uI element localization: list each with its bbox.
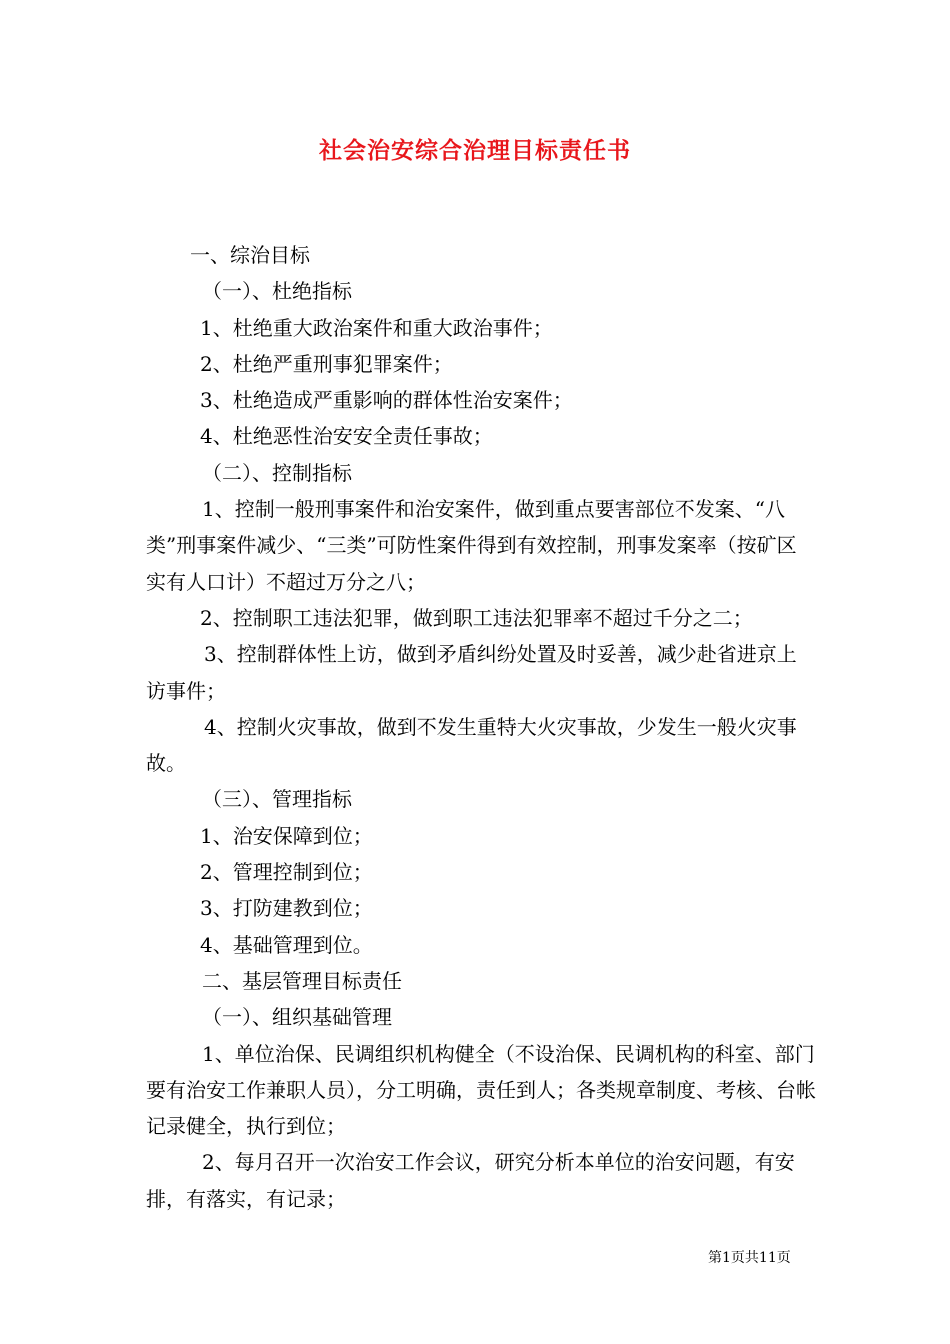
subsection-heading-2-1: （一）、组织基础管理 [202,1005,392,1030]
body-paragraph: 3、控制群体性上访，做到矛盾纠纷处置及时妥善，减少赴省进京上访事件； [146,642,797,703]
list-item: 2、杜绝严重刑事犯罪案件； [200,351,453,376]
list-item: 3、杜绝造成严重影响的群体性治安案件； [200,388,573,413]
document-title: 社会治安综合治理目标责任书 [319,137,631,164]
section-heading-1: 一、综治目标 [190,243,310,267]
page-number-footer: 第1页共11页 [708,1250,791,1266]
list-item: 2、控制职工违法犯罪，做到职工违法犯罪率不超过千分之二； [200,605,753,630]
list-item: 4、基础管理到位。 [200,932,373,957]
list-item: 4、杜绝恶性治安安全责任事故； [200,424,493,449]
body-paragraph: 1、控制一般刑事案件和治安案件，做到重点要害部位不发案、“八类”刑事案件减少、“三类”可防性案件得到有效控制，刑事发案率（按矿区实有人口计）不超过万分之八； [146,497,797,594]
document-body [146,237,816,1217]
body-paragraph: 2、每月召开一次治安工作会议，研究分析本单位的治安问题，有安排，有落实，有记录； [146,1150,795,1211]
subsection-heading-1-3: （三）、管理指标 [202,787,352,812]
list-item: 3、打防建教到位； [200,896,373,921]
list-item: 2、管理控制到位； [200,860,373,885]
subsection-heading-1-1: （一）、杜绝指标 [202,279,352,304]
body-paragraph: 1、单位治保、民调组织机构健全（不设治保、民调机构的科室、部门要有治安工作兼职人员），分工明确，责任到人；各类规章制度、考核、台帐记录健全，执行到位； [146,1041,816,1139]
subsection-heading-1-2: （二）、控制指标 [202,460,352,485]
list-item: 1、治安保障到位； [200,823,373,848]
section-heading-2: 二、基层管理目标责任 [202,968,402,993]
list-item: 1、杜绝重大政治案件和重大政治事件； [200,315,553,340]
body-paragraph: 4、控制火灾事故，做到不发生重特大火灾事故，少发生一般火灾事故。 [146,714,797,776]
